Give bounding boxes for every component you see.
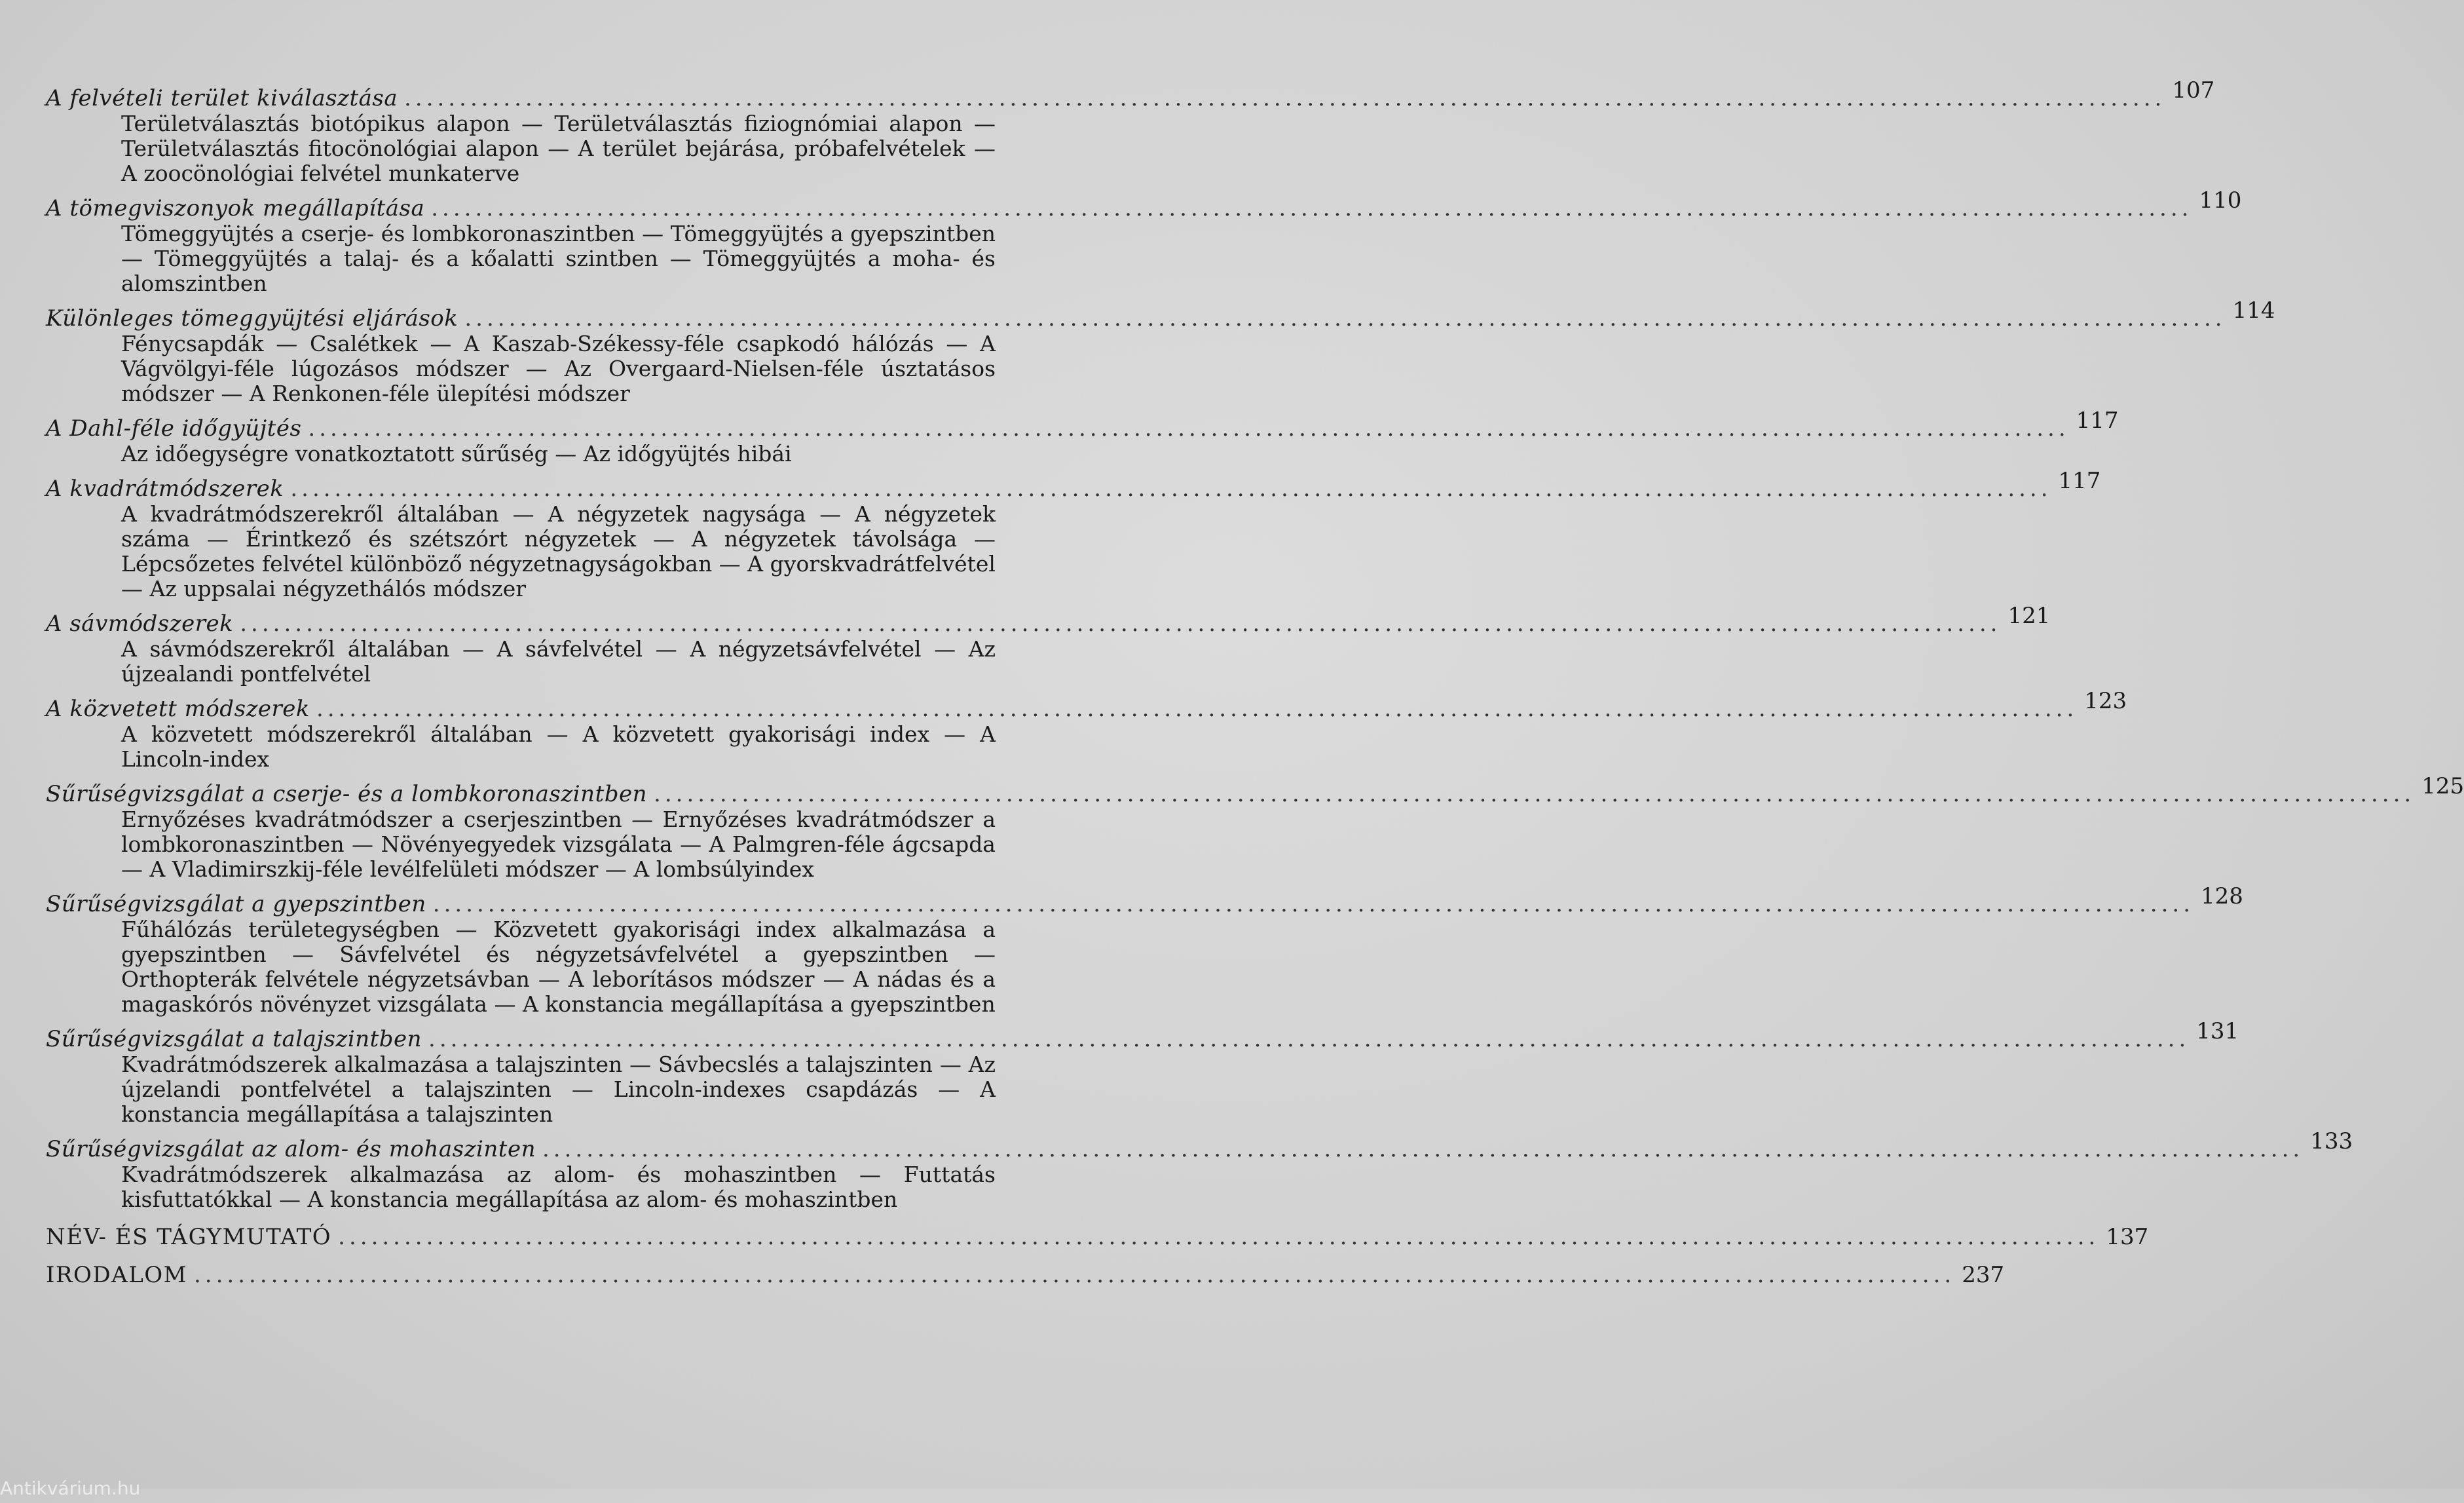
toc-entry — [46, 408, 2119, 466]
section-title: Sűrűségvizsgálat az alom- és mohaszinten — [46, 1136, 536, 1162]
page-number: 137 — [2106, 1224, 2149, 1250]
page-number: 121 — [2007, 603, 2051, 629]
section-title: A Dahl-féle időgyüjtés — [46, 415, 302, 442]
section-title: A közvetett módszerek — [46, 696, 310, 722]
section-topics: Tömeggyüjtés a cserje- és lombkoronaszintben — Tömeggyüjtés a gyepszintben — Tömeggyüjtés a talaj- és a kőalatti szintben — Tömeggyüjtés a moha- és alomszintben — [121, 221, 996, 296]
section-topics: Kvadrátmódszerek alkalmazása az alom- és mohaszintben — Futtatás kisfuttatókkal — A konstancia megállapítása az alom- és mohaszintben — [121, 1162, 996, 1212]
section-title: Különleges tömeggyüjtési eljárások — [46, 305, 458, 332]
section-topics: Területválasztás biotópikus alapon — Területválasztás fiziognómiai alapon — Területválasztás fitocönológiai alapon — A terület bejárása, próbafelvételek — A zoocönológiai felvétel munkaterve — [121, 111, 996, 186]
dot-leader: ................................................................................................................................................................ — [316, 696, 2078, 722]
page-number: 110 — [2199, 187, 2242, 214]
toc-entry-index — [46, 1224, 2149, 1250]
section-topics: Kvadrátmódszerek alkalmazása a talajszinten — Sávbecslés a talajszinten — Az újzelandi pontfelvétel a talajszinten — Lincoln-indexes csapdázás — A konstancia megállapítása a talajszinten — [121, 1052, 996, 1127]
dot-leader: ................................................................................................................................................................ — [404, 85, 2166, 111]
toc-entry — [46, 1128, 2353, 1212]
section-title: A sávmódszerek — [46, 611, 234, 637]
section-title: IRODALOM — [46, 1262, 187, 1288]
section-title: Sűrűségvizsgálat a gyepszintben — [46, 891, 426, 917]
page-number: 117 — [2058, 468, 2101, 494]
toc-entry — [46, 1018, 2239, 1127]
dot-leader: ................................................................................................................................................................ — [654, 781, 2416, 807]
section-topics: Fénycsapdák — Csalétkek — A Kaszab-Székessy-féle csapkodó hálózás — A Vágvölgyi-féle lúgozásos módszer — Az Overgaard-Nielsen-féle úsztatásos módszer — A Renkonen-féle ülepítési módszer — [121, 331, 996, 406]
toc-entry — [46, 297, 2275, 406]
page-number: 114 — [2232, 297, 2275, 324]
watermark: Antikvárium.hu — [0, 1477, 141, 1499]
dot-leader: ................................................................................................................................................................ — [338, 1224, 2100, 1250]
section-title: A tömegviszonyok megállapítása — [46, 195, 425, 221]
toc-entry — [46, 883, 2243, 1017]
dot-leader: ................................................................................................................................................................ — [428, 1026, 2190, 1052]
toc-entry — [46, 77, 2215, 186]
section-topics: A kvadrátmódszerekről általában — A négyzetek nagysága — A négyzetek száma — Érintkező és szétszórt négyzetek — A négyzetek távolsága — Lépcsőzetes felvétel különböző négyzetnagyságokban — A gyorskvadrátfelvétel — Az uppsalai négyzethálós módszer — [121, 501, 996, 601]
dot-leader: ................................................................................................................................................................ — [431, 195, 2193, 221]
dot-leader: ................................................................................................................................................................ — [308, 415, 2070, 442]
page-number: 128 — [2201, 883, 2243, 909]
section-title: A kvadrátmódszerek — [46, 476, 284, 502]
page-number: 125 — [2421, 773, 2464, 799]
toc-entry — [46, 603, 2051, 687]
toc-entry — [46, 187, 2242, 296]
section-title: Sűrűségvizsgálat a cserje- és a lombkoronaszintben — [46, 781, 648, 807]
section-title: A felvételi terület kiválasztása — [46, 85, 398, 111]
page-number: 133 — [2310, 1128, 2353, 1154]
table-of-contents — [46, 77, 2464, 1300]
section-title: Sűrűségvizsgálat a talajszintben — [46, 1026, 422, 1052]
page-number: 237 — [1962, 1262, 2005, 1288]
dot-leader: ................................................................................................................................................................ — [464, 305, 2226, 332]
page-number: 123 — [2084, 688, 2127, 714]
dot-leader: ................................................................................................................................................................ — [542, 1136, 2304, 1162]
dot-leader: ................................................................................................................................................................ — [240, 611, 2002, 637]
toc-entry — [46, 468, 2101, 601]
section-topics: A közvetett módszerekről általában — A közvetett gyakorisági index — A Lincoln-index — [121, 721, 996, 772]
toc-entry — [46, 773, 2464, 882]
section-topics: Ernyőzéses kvadrátmódszer a cserjeszintben — Ernyőzéses kvadrátmódszer a lombkoronaszintben — Növényegyedek vizsgálata — A Palmgren-féle ágcsapda — A Vladimirszkij-féle levélfelületi módszer — A lombsúlyindex — [121, 807, 996, 882]
page-number: 117 — [2076, 408, 2119, 434]
section-topics: A sávmódszerekről általában — A sávfelvétel — A négyzetsávfelvétel — Az újzealandi pontfelvétel — [121, 636, 996, 687]
section-topics: Az időegységre vonatkoztatott sűrűség — Az időgyüjtés hibái — [121, 441, 792, 466]
toc-entry — [46, 688, 2127, 772]
dot-leader: ................................................................................................................................................................ — [193, 1262, 1956, 1288]
page-number: 131 — [2196, 1018, 2239, 1044]
section-topics: Fűhálózás területegységben — Közvetett gyakorisági index alkalmazása a gyepszintben — Sávfelvétel és négyzetsávfelvétel a gyepszintben — Orthopterák felvétele négyzetsávban — A leborításos módszer — A nádas és a magaskórós növényzet vizsgálata — A konstancia megállapítása a gyepszintben — [121, 917, 996, 1017]
dot-leader: ................................................................................................................................................................ — [290, 476, 2052, 502]
dot-leader: ................................................................................................................................................................ — [432, 891, 2195, 917]
toc-entry-bibliography — [46, 1262, 2005, 1288]
page-number: 107 — [2172, 77, 2215, 104]
section-title: NÉV- ÉS TÁGYMUTATÓ — [46, 1224, 332, 1250]
